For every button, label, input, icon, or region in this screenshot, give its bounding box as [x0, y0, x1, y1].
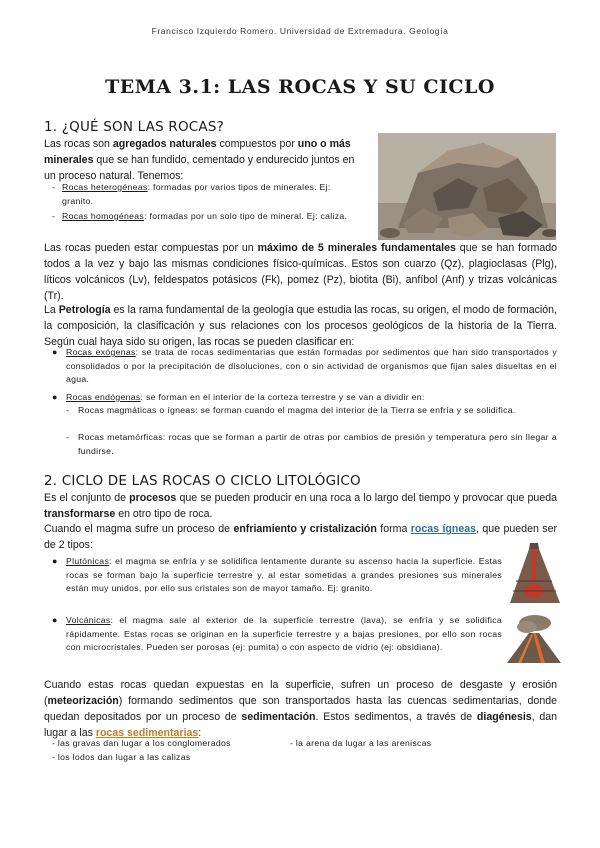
- intro-paragraph: Las rocas son agregados naturales compuestos por uno o más minerales que se han fundido, cementado y endurecido juntos en un proceso natural. Tenemos:: [44, 138, 355, 182]
- rocas-sedimentarias-link[interactable]: rocas sedimentarias: [95, 727, 199, 739]
- list-item-volcanicas: ● Volcánicas: el magma sale al exterior de la superficie terrestre (lava), se enfría y se solidifica rápidamente. Estas rocas se originan en la superficie terrestre y a bajas presiones, por ello son rocas con microcristales. Pueden ser porosas (ej: pumita) o con aspecto de vidrio (ej: obsidiana).: [52, 615, 502, 652]
- list-item-lodos: - los lodos dan lugar a las calizas: [52, 752, 191, 762]
- plutonic-volcano-image: [508, 541, 562, 605]
- list-item-heterogeneas: - Rocas heterogéneas: formadas por varios tipos de minerales. Ej: granito.: [52, 182, 331, 206]
- magma-paragraph: Cuando el magma sufre un proceso de enfriamiento y cristalización forma rocas ígneas, que pueden ser de 2 tipos:: [44, 523, 557, 551]
- list-item-arena: - la arena da lugar a las areniscas: [290, 738, 432, 748]
- list-item-gravas: - las gravas dan lugar a los conglomerados: [52, 738, 231, 748]
- list-item-plutonicas: ● Plutónicas: el magma se enfría y se solidifica lentamente durante su ascenso hacia la superficie. Estas rocas se forman bajo la superficie terrestre y, al estar sometidas a grandes presiones sus minerales están muy unidos, por ello sus cristales son de mayor tamaño. Ej: granito.: [52, 556, 502, 593]
- list-item-magmaticas: - Rocas magmáticas o ígneas: se forman cuando el magma del interior de la Tierra se enfría y se solidifica.: [66, 405, 516, 415]
- volcanic-eruption-image: [505, 613, 563, 665]
- list-item-exogenas: ● Rocas exógenas: se trata de rocas sedimentarias que están formadas por sedimentos que han sido transportados y consolidados o por la precipitación de disoluciones, con o sin actividad de organismos que fijan sales disueltas en el agua.: [52, 347, 557, 384]
- cycle-definition-paragraph: Es el conjunto de procesos que se pueden producir en una roca a lo largo del tiempo y provocar que pueda transformarse en otro tipo de roca.: [44, 492, 558, 520]
- list-item-metamorficas: - Rocas metamórficas: rocas que se forman a partir de otras por cambios de presión y temperatura pero sin llegar a fundirse.: [66, 432, 557, 456]
- rocks-image: [378, 133, 556, 240]
- section-2-heading: 2. CICLO DE LAS ROCAS O CICLO LITOLÓGICO: [44, 473, 361, 489]
- section-1-heading: 1. ¿QUÉ SON LAS ROCAS?: [44, 119, 224, 135]
- petrology-paragraph: La Petrología es la rama fundamental de la geología que estudia las rocas, su origen, el modo de formación, la composición, la clasificación y sus relaciones con los procesos geológicos de la historia de la Tierra. Según cual haya sido su origen, las rocas se pueden clasificar en:: [44, 304, 557, 348]
- list-item-endogenas: ● Rocas endógenas: se forman en el interior de la corteza terrestre y se van a dividir en:: [52, 392, 425, 402]
- page-title: TEMA 3.1: LAS ROCAS Y SU CICLO: [105, 76, 495, 98]
- sedimentation-paragraph: Cuando estas rocas quedan expuestas en la superficie, sufren un proceso de desgaste y erosión (meteorización) formando sedimentos que son transportados hasta las cuencas sedimentarias, donde quedan depositados por un proceso de sedimentación. Estos sedimentos, a través de diagénesis, dan lugar a las rocas sedimentarias:: [44, 679, 558, 739]
- rocas-igneas-link[interactable]: rocas ígneas: [410, 523, 477, 535]
- composition-paragraph: Las rocas pueden estar compuestas por un máximo de 5 minerales fundamentales que se han formado todos a la vez y bajo las mismas condiciones físico-químicas. Estos son cuarzo (Qz), plagioclasas (Plg), líticos volcánicos (Lv), feldespatos potásicos (Fk), pomez (Pz), biotita (Bi), anfíbol (Anf) y trizas volcánicas (Tr).: [44, 242, 558, 302]
- page-header: Francisco Izquierdo Romero. Universidad de Extremadura. Geología: [151, 26, 449, 36]
- list-item-homogeneas: - Rocas homogéneas: formadas por un solo tipo de mineral. Ej: caliza.: [52, 211, 348, 221]
